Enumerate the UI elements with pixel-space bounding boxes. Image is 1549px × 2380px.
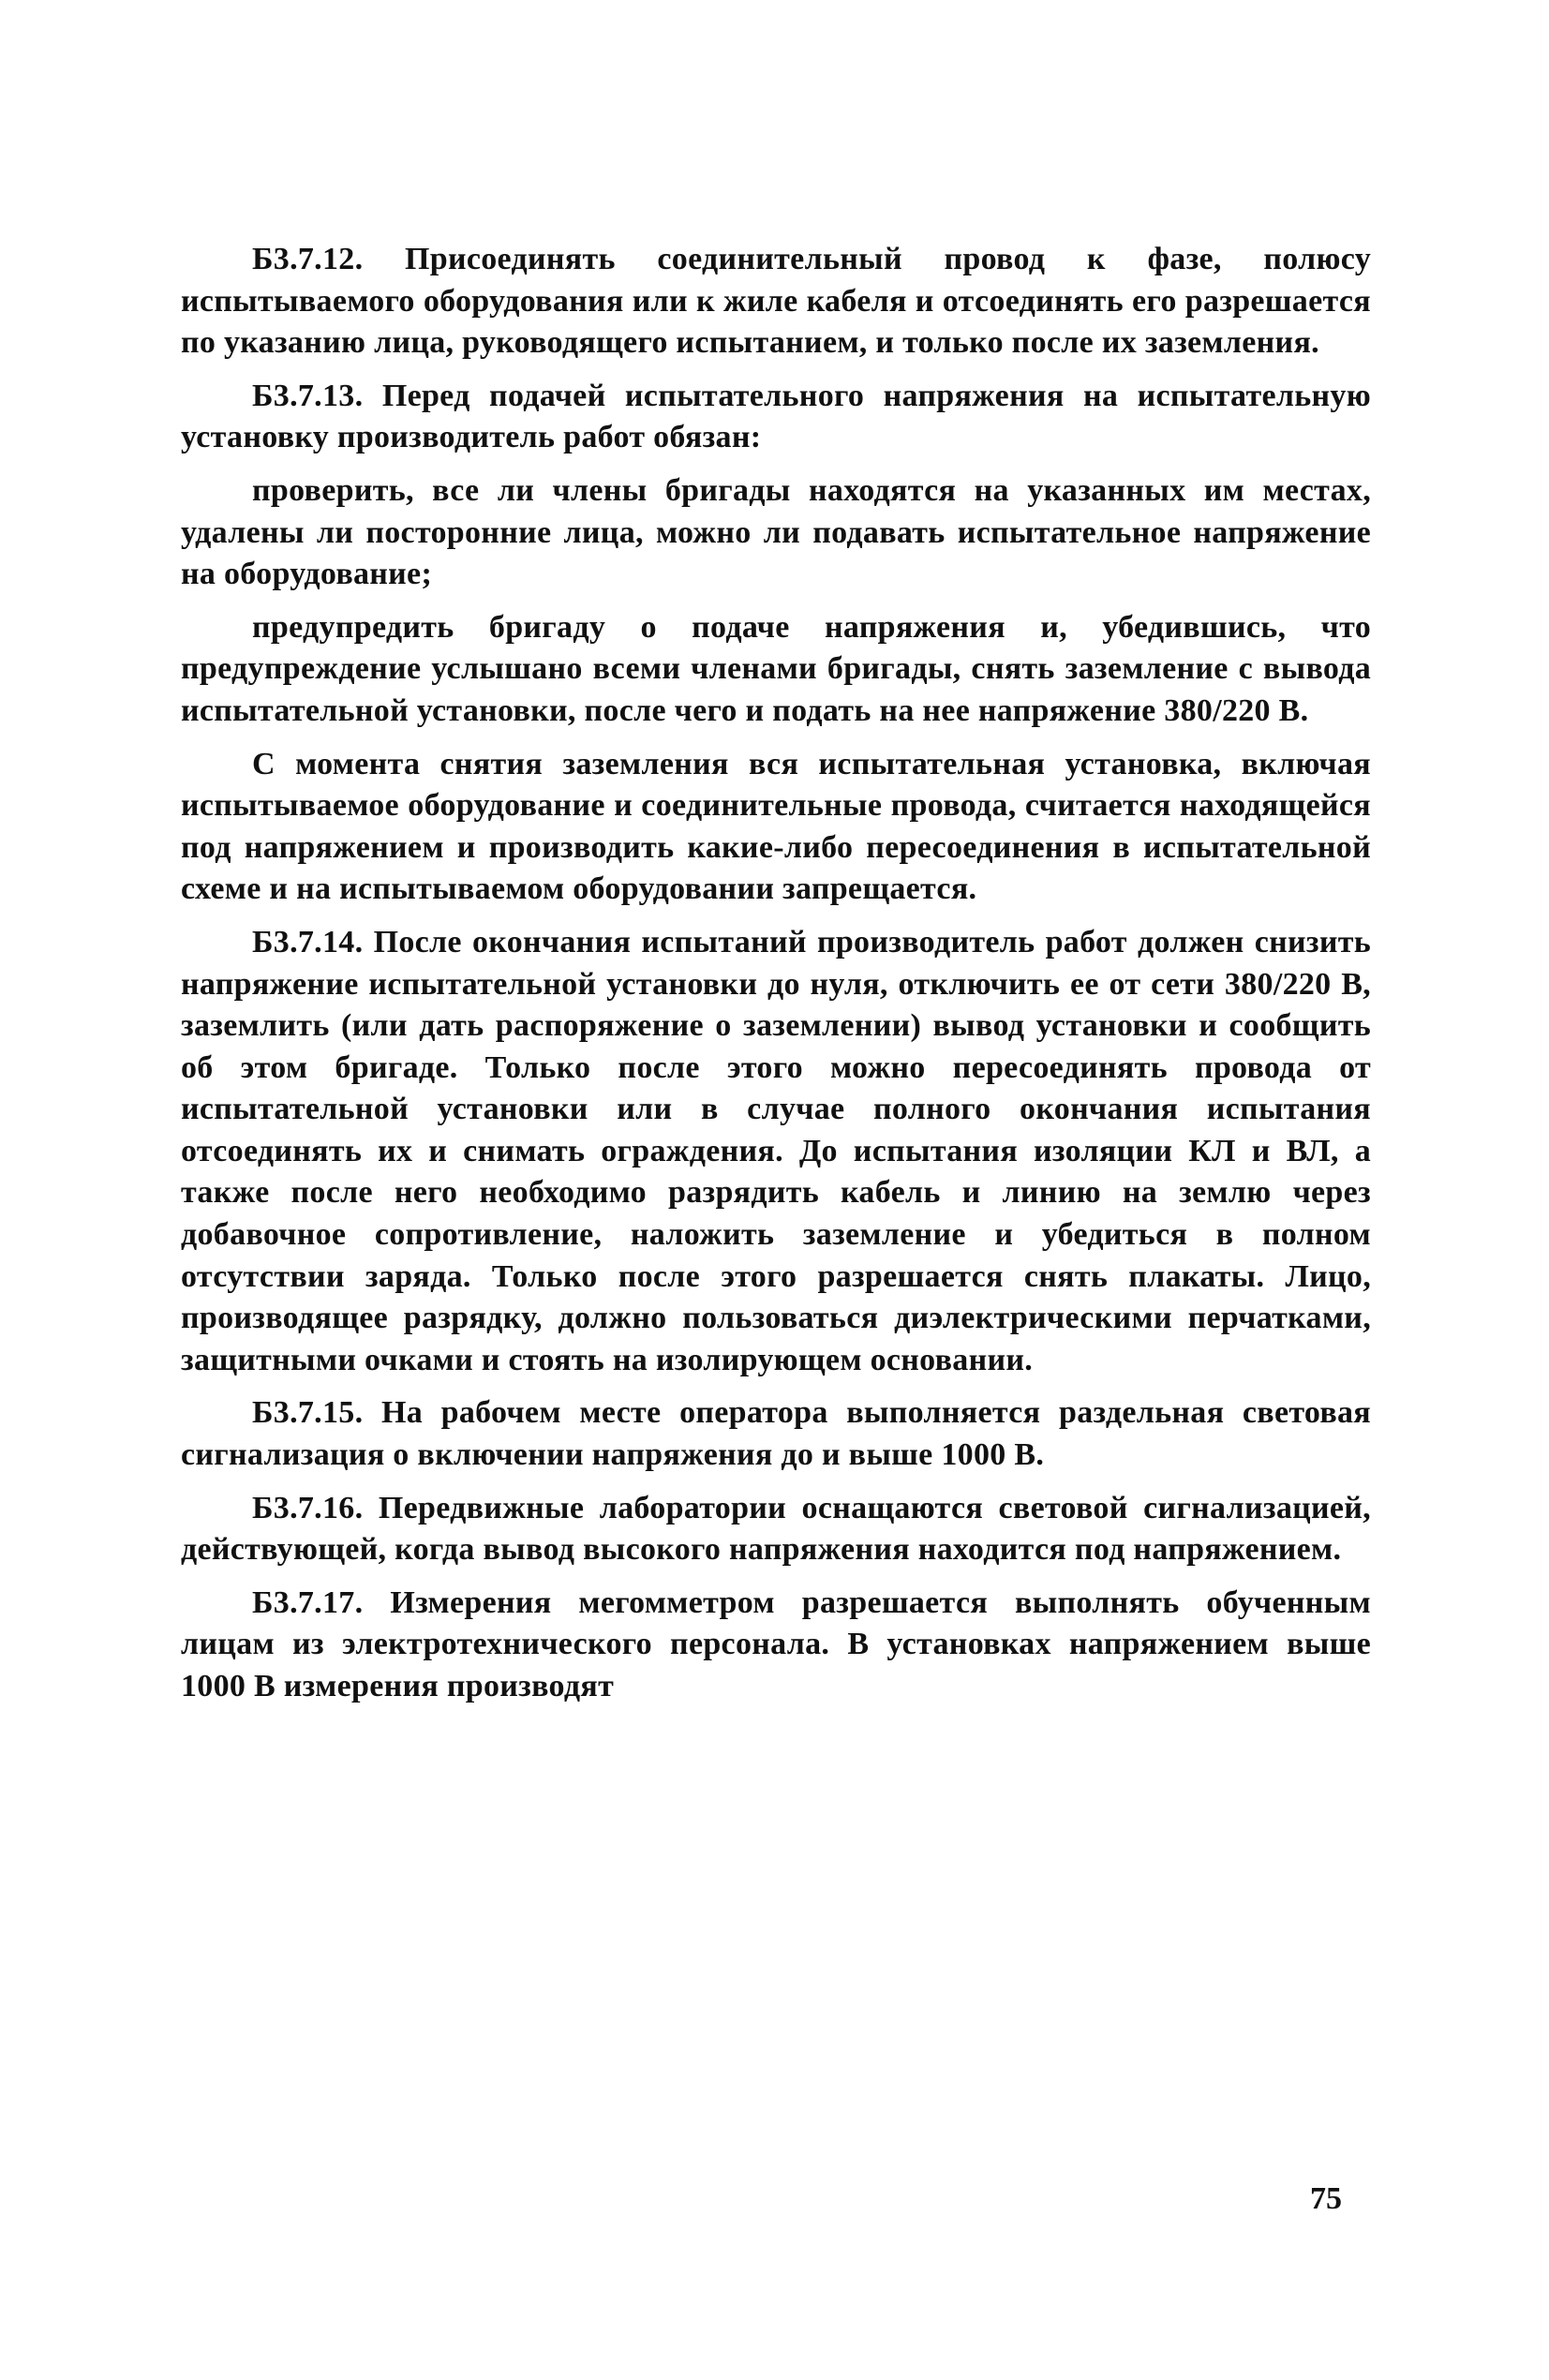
document-body	[181, 239, 1371, 1719]
paragraph-grounding-removed: С момента снятия заземления вся испытательная установка, включая испытываемое оборудование и соединительные провода, считается находящейся под напряжением и производить какие-либо пересоединения в испытательной схеме и на испытываемом оборудовании запрещается.	[181, 746, 1371, 907]
paragraph-b3-7-17: Б3.7.17. Измерения мегомметром разрешается выполнять обученным лицам из электротехнического персонала. В установках напряжением выше 1000 В измерения производят	[181, 1584, 1371, 1703]
paragraph-b3-7-14: Б3.7.14. После окончания испытаний производитель работ должен снизить напряжение испытательной установки до нуля, отключить ее от сети 380/220 В, заземлить (или дать распоряжение о заземлении) вывод установки и сообщить об этом бригаде. Только после этого можно пересоединять провода от испытательной установки или в случае полного окончания испытания отсоединять их и снимать ограждения. До испытания изоляции КЛ и ВЛ, а также после него необходимо разрядить кабель и линию на землю через добавочное сопротивление, наложить заземление и убедиться в полном отсутствии заряда. Только после этого разрешается снять плакаты. Лицо, производящее разрядку, должно пользоваться диэлектрическими перчатками, защитными очками и стоять на изолирующем основании.	[181, 924, 1371, 1377]
page-number: 75	[1310, 2181, 1342, 2216]
paragraph-warn-brigade: предупредить бригаду о подаче напряжения и, убедившись, что предупреждение услышано всеми членами бригады, снять заземление с вывода испытательной установки, после чего и подать на нее напряжение 380/220 В.	[181, 609, 1371, 728]
paragraph-check-brigade: проверить, все ли члены бригады находятся на указанных им местах, удалены ли посторонние лица, можно ли подавать испытательное напряжение на оборудование;	[181, 472, 1371, 592]
paragraph-b3-7-13: Б3.7.13. Перед подачей испытательного напряжения на испытательную установку производитель работ обязан:	[181, 378, 1371, 455]
paragraph-b3-7-12: Б3.7.12. Присоединять соединительный провод к фазе, полюсу испытываемого оборудования или к жиле кабеля и отсоединять его разрешается по указанию лица, руководящего испытанием, и только после их заземления.	[181, 242, 1371, 361]
paragraph-b3-7-15: Б3.7.15. На рабочем месте оператора выполняется раздельная световая сигнализация о включении напряжения до и выше 1000 В.	[181, 1395, 1371, 1473]
paragraph-b3-7-16: Б3.7.16. Передвижные лаборатории оснащаются световой сигнализацией, действующей, когда вывод высокого напряжения находится под напряжением.	[181, 1490, 1371, 1568]
